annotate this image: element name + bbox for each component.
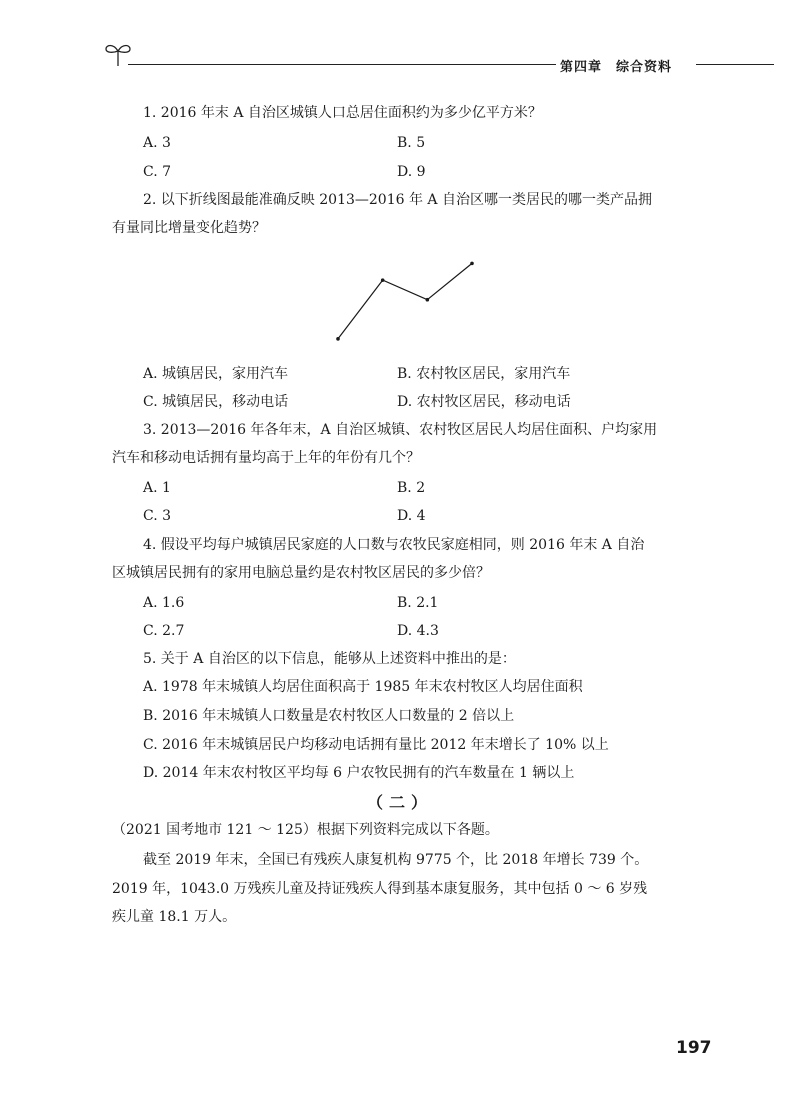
question-3-stem-line-1: 3. 2013—2016 年各年末，A 自治区城镇、农村牧区居民人均居住面积、户均家用 (143, 422, 658, 438)
question-5-option-c: C. 2016 年末城镇居民户均移动电话拥有量比 2012 年末增长了 10% 以上 (143, 737, 609, 753)
question-1-option-a: A. 3 (143, 135, 171, 151)
chapter-label: 第四章 (560, 60, 603, 75)
question-5-stem: 5. 关于 A 自治区的以下信息，能够从上述资料中推出的是： (143, 651, 516, 667)
paragraph-line-1: 截至 2019 年末，全国已有残疾人康复机构 9775 个，比 2018 年增长 739 个。 (143, 852, 649, 868)
paragraph-line-2: 2019 年，1043.0 万残疾儿童及持证残疾人得到基本康复服务，其中包括 0 ～ 6 岁残 (112, 881, 648, 897)
trend-line-chart (330, 250, 480, 355)
trend-point-1 (336, 337, 340, 341)
question-2-option-d: D. 农村牧区居民，移动电话 (397, 394, 571, 410)
question-2-option-b: B. 农村牧区居民，家用汽车 (397, 366, 571, 382)
trend-point-4 (470, 262, 474, 266)
page-number: 197 (676, 1038, 712, 1058)
question-4-option-d: D. 4.3 (397, 623, 439, 639)
trend-series-line (338, 263, 472, 338)
question-3-option-a: A. 1 (143, 480, 171, 496)
question-1-option-d: D. 9 (397, 164, 426, 180)
question-1-stem: 1. 2016 年末 A 自治区城镇人口总居住面积约为多少亿平方米？ (143, 105, 542, 121)
question-4-option-a: A. 1.6 (143, 595, 185, 611)
question-4-option-b: B. 2.1 (397, 595, 439, 611)
header-rule-left (128, 64, 556, 65)
question-5-option-b: B. 2016 年末城镇人口数量是农村牧区人口数量的 2 倍以上 (143, 708, 515, 724)
question-4-stem-line-1: 4. 假设平均每户城镇居民家庭的人口数与农牧民家庭相同，则 2016 年末 A 自治 (143, 537, 645, 553)
header-rule-right (696, 64, 774, 65)
trend-point-2 (381, 278, 385, 282)
section-title: （二） (366, 793, 433, 812)
question-2-stem-line-2: 有量同比增量变化趋势？ (112, 220, 266, 236)
question-5-option-d: D. 2014 年末农村牧区平均每 6 户农牧民拥有的汽车数量在 1 辆以上 (143, 765, 575, 781)
paragraph-line-3: 疾儿童 18.1 万人。 (112, 909, 237, 925)
source-line: （2021 国考地市 121 ～ 125）根据下列资料完成以下各题。 (112, 822, 499, 838)
question-5-option-a: A. 1978 年末城镇人均居住面积高于 1985 年末农村牧区人均居住面积 (143, 679, 583, 695)
header-chapter (560, 56, 694, 75)
question-2-option-a: A. 城镇居民，家用汽车 (143, 366, 289, 382)
section-label: 综合资料 (616, 60, 673, 75)
question-2-option-c: C. 城镇居民，移动电话 (143, 394, 289, 410)
question-3-option-c: C. 3 (143, 508, 172, 524)
question-4-option-c: C. 2.7 (143, 623, 185, 639)
question-1-option-b: B. 5 (397, 135, 426, 151)
trend-point-3 (426, 298, 430, 302)
question-4-stem-line-2: 区城镇居民拥有的家用电脑总量约是农村牧区居民的多少倍？ (112, 565, 490, 581)
question-2-stem-line-1: 2. 以下折线图最能准确反映 2013—2016 年 A 自治区哪一类居民的哪一类产品拥 (143, 192, 652, 208)
question-1-option-c: C. 7 (143, 164, 172, 180)
question-3-option-b: B. 2 (397, 480, 426, 496)
question-3-option-d: D. 4 (397, 508, 426, 524)
question-3-stem-line-2: 汽车和移动电话拥有量均高于上年的年份有几个？ (112, 450, 420, 466)
